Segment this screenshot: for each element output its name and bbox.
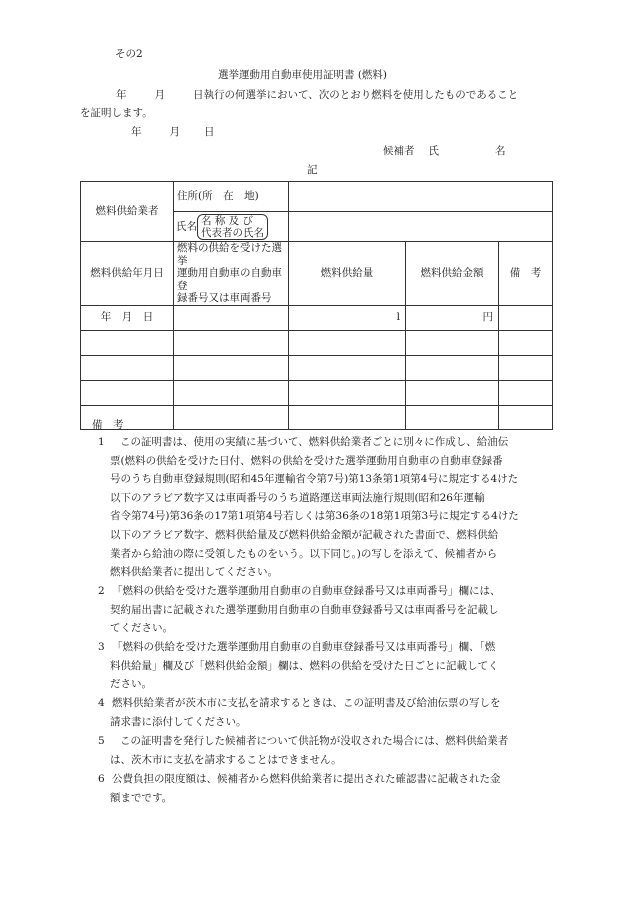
- note-line: 以下のアラビア数字、燃料供給量及び燃料供給金額が記載された書面で、燃料供給: [110, 528, 499, 541]
- note-line: 燃料供給業者に提出してください。: [110, 566, 278, 579]
- note-line: 省令第74号)第36条の17第1項第4号若しくは第36条の18第1項第3号に規定する4けた: [110, 510, 519, 523]
- note-line: 契約届出書に記載された選挙運動用自動車の自動車登録番号又は車両番号を記載し: [110, 603, 499, 616]
- note-line: この証明書を発行した候補者について供託物が没収された場合には、燃料供給業者: [120, 735, 509, 747]
- note-line: 料供給量」欄及び「燃料供給金額」欄は、燃料の供給を受けた日ごとに記載してく: [110, 659, 499, 672]
- date-day-label: 日: [204, 126, 215, 138]
- note-line: 燃料供給業者が茨木市に支払を請求するときは、この証明書及び給油伝票の写しを: [112, 697, 501, 709]
- header-date: 燃料供給年月日: [81, 242, 174, 306]
- row-vehicle[interactable]: [174, 330, 289, 355]
- bracket-line-2: 代表者の氏名: [201, 226, 264, 239]
- notes-heading: 備 考: [92, 419, 124, 431]
- note-line: この証明書は、使用の実績に基づいて、燃料供給業者ごとに別々に作成し、給油伝: [120, 436, 509, 448]
- table-row: [81, 305, 553, 330]
- certification-date: [131, 125, 215, 139]
- note-number: 4: [98, 697, 105, 709]
- note-line: 公費負担の限度額は、候補者から燃料供給業者に提出された確認書に記載された金: [112, 773, 501, 785]
- row-remarks[interactable]: [499, 405, 553, 429]
- note-number: 6: [98, 773, 105, 785]
- row-date[interactable]: [81, 355, 174, 380]
- intro-line-1: [80, 88, 518, 102]
- table-row: [81, 405, 553, 429]
- candidate-surname-label: 氏: [428, 145, 439, 157]
- table-row: [81, 355, 553, 380]
- address-field[interactable]: [289, 182, 553, 212]
- row-amount[interactable]: [289, 380, 406, 405]
- header-amount: 燃料供給量: [289, 242, 406, 306]
- row-price[interactable]: [406, 330, 499, 355]
- row-date[interactable]: [81, 330, 174, 355]
- row-date[interactable]: [81, 380, 174, 405]
- address-label: 住所(所 在 地): [174, 182, 289, 212]
- row-amount[interactable]: [289, 405, 406, 429]
- header-vehicle: [174, 242, 289, 306]
- row-amount[interactable]: [289, 330, 406, 355]
- row1-date[interactable]: 年 月 日: [81, 305, 174, 330]
- header-vehicle-line-3: 録番号又は車両番号: [177, 292, 272, 304]
- note-line: 以下のアラビア数字又は車両番号のうち道路運送車両法施行規則(昭和26年運輸: [110, 491, 485, 504]
- row-price[interactable]: [406, 355, 499, 380]
- name-bracket: [197, 214, 268, 240]
- note-line: 号のうち自動車登録規則(昭和45年運輸省令第7号)第13条第1項第4号に規定する4けた: [110, 473, 519, 486]
- candidate-label: 候補者: [383, 145, 415, 157]
- table-row: [81, 380, 553, 405]
- name-field[interactable]: [289, 212, 553, 242]
- note-line: 請求書に添付してください。: [110, 715, 247, 728]
- candidate-name-line: [383, 144, 506, 158]
- intro-month: 月: [154, 89, 165, 101]
- date-month-label: 月: [169, 126, 180, 138]
- note-number: 5: [98, 735, 105, 747]
- row-amount[interactable]: [289, 355, 406, 380]
- intro-line-2: を証明します。: [80, 107, 153, 119]
- note-number: 1: [98, 436, 105, 448]
- note-line: てください。: [110, 622, 173, 635]
- note-line: 「燃料の供給を受けた選挙運動用自動車の自動車登録番号又は車両番号」欄、「燃: [112, 641, 496, 653]
- note-number: 3: [98, 641, 105, 653]
- row1-amount[interactable]: l: [289, 305, 406, 330]
- row1-vehicle[interactable]: [174, 305, 289, 330]
- table-row: [81, 330, 553, 355]
- row-remarks[interactable]: [499, 330, 553, 355]
- name-prefix: 氏名: [176, 220, 197, 232]
- note-number: 2: [98, 585, 105, 597]
- row1-remarks[interactable]: [499, 305, 553, 330]
- fuel-table: [80, 181, 553, 430]
- candidate-given-label: 名: [495, 145, 506, 157]
- note-line: 額までです。: [110, 791, 173, 804]
- row1-price[interactable]: 円: [406, 305, 499, 330]
- row-price[interactable]: [406, 380, 499, 405]
- supplier-label: 燃料供給業者: [81, 182, 174, 242]
- date-year-label: 年: [131, 126, 142, 138]
- note-line: 「燃料の供給を受けた選挙運動用自動車の自動車登録番号又は車両番号」欄には、: [112, 585, 501, 597]
- intro-year: 年: [116, 89, 127, 101]
- name-label-cell: [174, 212, 289, 242]
- intro-text: 日執行の何選挙において、次のとおり燃料を使用したものであること: [193, 89, 519, 101]
- row-vehicle[interactable]: [174, 355, 289, 380]
- header-vehicle-line-2: 運動用自動車の自動車登: [177, 267, 282, 292]
- header-vehicle-line-1: 燃料の供給を受けた選挙: [177, 242, 282, 267]
- note-line: ださい。: [110, 678, 152, 691]
- form-number: その2: [115, 48, 143, 60]
- note-line: は、茨木市に支払を請求することはできません。: [110, 753, 342, 766]
- header-price: 燃料供給金額: [406, 242, 499, 306]
- row-price[interactable]: [406, 405, 499, 429]
- document-title: 選挙運動用自動車使用証明書 (燃料): [218, 69, 388, 81]
- ki-marker: 記: [307, 164, 318, 176]
- row-remarks[interactable]: [499, 380, 553, 405]
- note-line: 票(燃料の供給を受けた日付、燃料の供給を受けた選挙運動用自動車の自動車登録番: [110, 454, 503, 467]
- row-vehicle[interactable]: [174, 380, 289, 405]
- row-vehicle[interactable]: [174, 405, 289, 429]
- note-line: 業者から給油の際に受領したものをいう。以下同じ。)の写しを添えて、候補者から: [110, 547, 498, 560]
- header-remarks: 備 考: [499, 242, 553, 306]
- row-remarks[interactable]: [499, 355, 553, 380]
- bracket-line-1: 名 称 及 び: [201, 214, 254, 227]
